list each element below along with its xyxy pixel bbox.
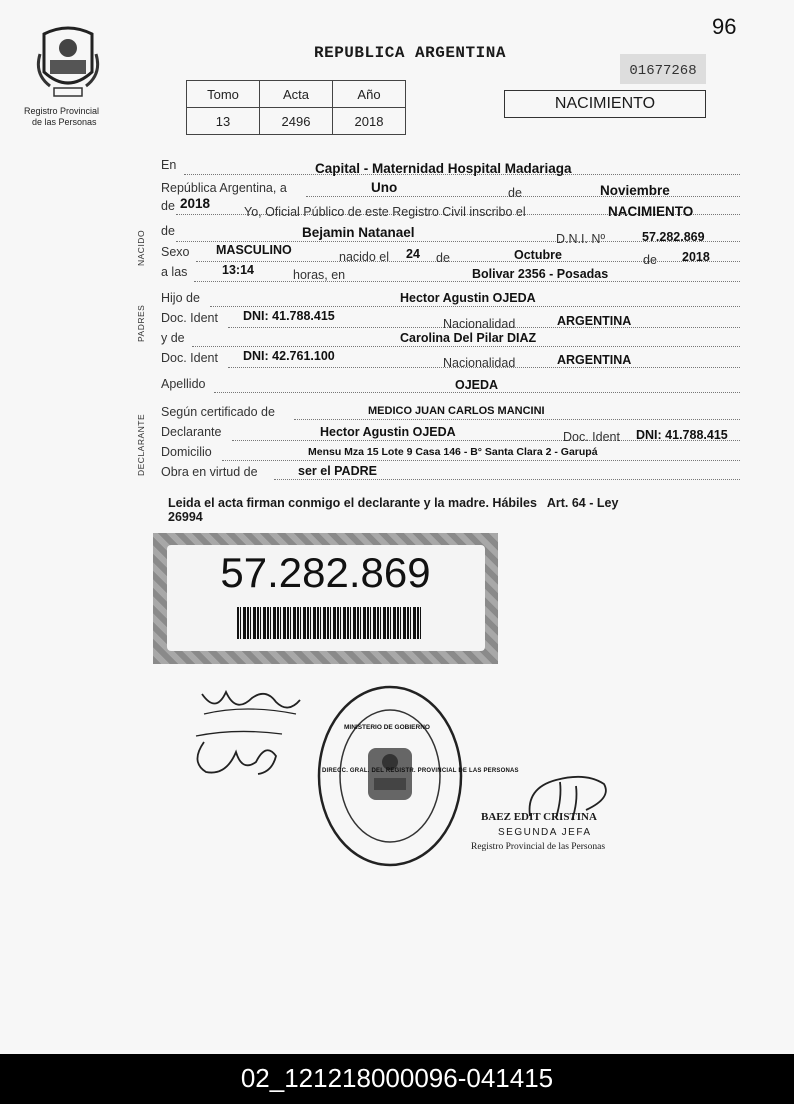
value-address: Mensu Mza 15 Lote 9 Casa 146 - B° Santa Clara 2 - Garupá bbox=[308, 446, 598, 458]
book-table bbox=[186, 80, 406, 135]
label-hijo-de: Hijo de bbox=[161, 291, 200, 305]
value-declarant-name: Hector Agustin OJEDA bbox=[320, 425, 456, 439]
table-header: Tomo bbox=[187, 81, 260, 108]
value-birth-year: 2018 bbox=[682, 250, 710, 264]
barcode bbox=[237, 607, 423, 639]
label-y-de: y de bbox=[161, 331, 185, 345]
label-doc-mother: Doc. Ident bbox=[161, 351, 218, 365]
label-domicilio: Domicilio bbox=[161, 445, 212, 459]
label-de-year: de bbox=[161, 199, 175, 213]
seal-inner-text: MINISTERIO DE GOBIERNO bbox=[344, 724, 430, 731]
official-registry: Registro Provincial de las Personas bbox=[471, 842, 606, 852]
label-apellido: Apellido bbox=[161, 377, 206, 391]
label-nacionalidad-father: Nacionalidad bbox=[443, 317, 516, 331]
value-mother-name: Carolina Del Pilar DIAZ bbox=[400, 331, 537, 345]
provincial-registry-seal bbox=[316, 684, 519, 868]
value-month: Noviembre bbox=[600, 183, 670, 198]
value-birth-month: Octubre bbox=[514, 248, 562, 262]
record-type-box: NACIMIENTO bbox=[504, 90, 706, 118]
value-place: Capital - Maternidad Hospital Madariaga bbox=[315, 161, 572, 176]
footer-code: 02_121218000096-041415 bbox=[0, 1054, 794, 1104]
closing-line-1: Leida el acta firman conmigo el declarante y la madre. Hábiles Art. 64 - Ley bbox=[168, 496, 619, 510]
value-birth-address: Bolivar 2356 - Posadas bbox=[472, 267, 609, 281]
table-cell: 2018 bbox=[333, 108, 406, 135]
registry-caption-line2: de las Personas bbox=[32, 117, 97, 127]
label-republica: República Argentina, a bbox=[161, 181, 287, 195]
value-child-dni: 57.282.869 bbox=[642, 230, 705, 244]
republic-title: REPUBLICA ARGENTINA bbox=[314, 44, 506, 62]
declarant-signature bbox=[196, 684, 306, 724]
value-child-name: Bejamin Natanael bbox=[302, 225, 415, 240]
value-sex: MASCULINO bbox=[216, 243, 292, 257]
value-obra: ser el PADRE bbox=[298, 464, 377, 478]
value-day: Uno bbox=[371, 180, 398, 195]
label-segun-certificado: Según certificado de bbox=[161, 405, 275, 419]
closing-line-2: 26994 bbox=[168, 510, 203, 524]
registry-caption-line1: Registro Provincial bbox=[24, 106, 100, 116]
label-obra: Obra en virtud de bbox=[161, 465, 258, 479]
page-number: 96 bbox=[712, 14, 737, 39]
value-inscription: NACIMIENTO bbox=[608, 204, 694, 219]
label-doc-father: Doc. Ident bbox=[161, 311, 218, 325]
section-label-declarante: DECLARANTE bbox=[136, 413, 146, 476]
table-cell: 13 bbox=[187, 108, 260, 135]
label-sexo: Sexo bbox=[161, 245, 190, 259]
label-horas-en: horas, en bbox=[293, 268, 346, 282]
label-nacido: nacido el bbox=[339, 250, 390, 264]
official-title: SEGUNDA JEFA bbox=[498, 827, 592, 838]
value-surname: OJEDA bbox=[455, 378, 499, 392]
table-header: Acta bbox=[260, 81, 333, 108]
mother-signature bbox=[186, 722, 286, 782]
table-cell: 2496 bbox=[260, 108, 333, 135]
dni-sticker-number: 57.282.869 bbox=[220, 549, 431, 596]
label-nacionalidad-mother: Nacionalidad bbox=[443, 356, 516, 370]
value-father-name: Hector Agustin OJEDA bbox=[400, 291, 536, 305]
label-de-month: de bbox=[508, 186, 522, 200]
value-birth-day: 24 bbox=[406, 247, 420, 261]
label-en: En bbox=[161, 158, 177, 172]
label-a-las: a las bbox=[161, 265, 188, 279]
value-mother-doc: DNI: 42.761.100 bbox=[243, 349, 335, 363]
label-oficial: Yo, Oficial Público de este Registro Civil inscribo el bbox=[244, 205, 526, 219]
label-dni: D.N.I. Nº bbox=[556, 232, 606, 246]
label-de-birth-year: de bbox=[643, 253, 657, 267]
value-father-nationality: ARGENTINA bbox=[557, 314, 632, 328]
official-name: BAEZ EDIT CRISTINA bbox=[481, 811, 597, 823]
section-label-nacido: NACIDO bbox=[136, 229, 146, 266]
dni-number-sticker bbox=[153, 533, 498, 664]
value-mother-nationality: ARGENTINA bbox=[557, 353, 632, 367]
value-certificate: MEDICO JUAN CARLOS MANCINI bbox=[368, 405, 545, 417]
seal-outer-text: DIRECC. GRAL. DEL REGISTR. PROVINCIAL DE LAS PERSONAS bbox=[322, 768, 519, 774]
table-header: Año bbox=[333, 81, 406, 108]
coat-of-arms-logo bbox=[36, 24, 100, 102]
label-de-day: de bbox=[436, 251, 450, 265]
value-year: 2018 bbox=[180, 196, 211, 211]
serial-number: 01677268 bbox=[620, 54, 706, 84]
value-birth-time: 13:14 bbox=[222, 263, 254, 277]
label-declarante: Declarante bbox=[161, 425, 222, 439]
label-de-name: de bbox=[161, 224, 175, 238]
label-doc-declarant: Doc. Ident bbox=[563, 430, 620, 444]
section-label-padres: PADRES bbox=[136, 304, 146, 342]
value-declarant-doc: DNI: 41.788.415 bbox=[636, 428, 728, 442]
value-father-doc: DNI: 41.788.415 bbox=[243, 309, 335, 323]
